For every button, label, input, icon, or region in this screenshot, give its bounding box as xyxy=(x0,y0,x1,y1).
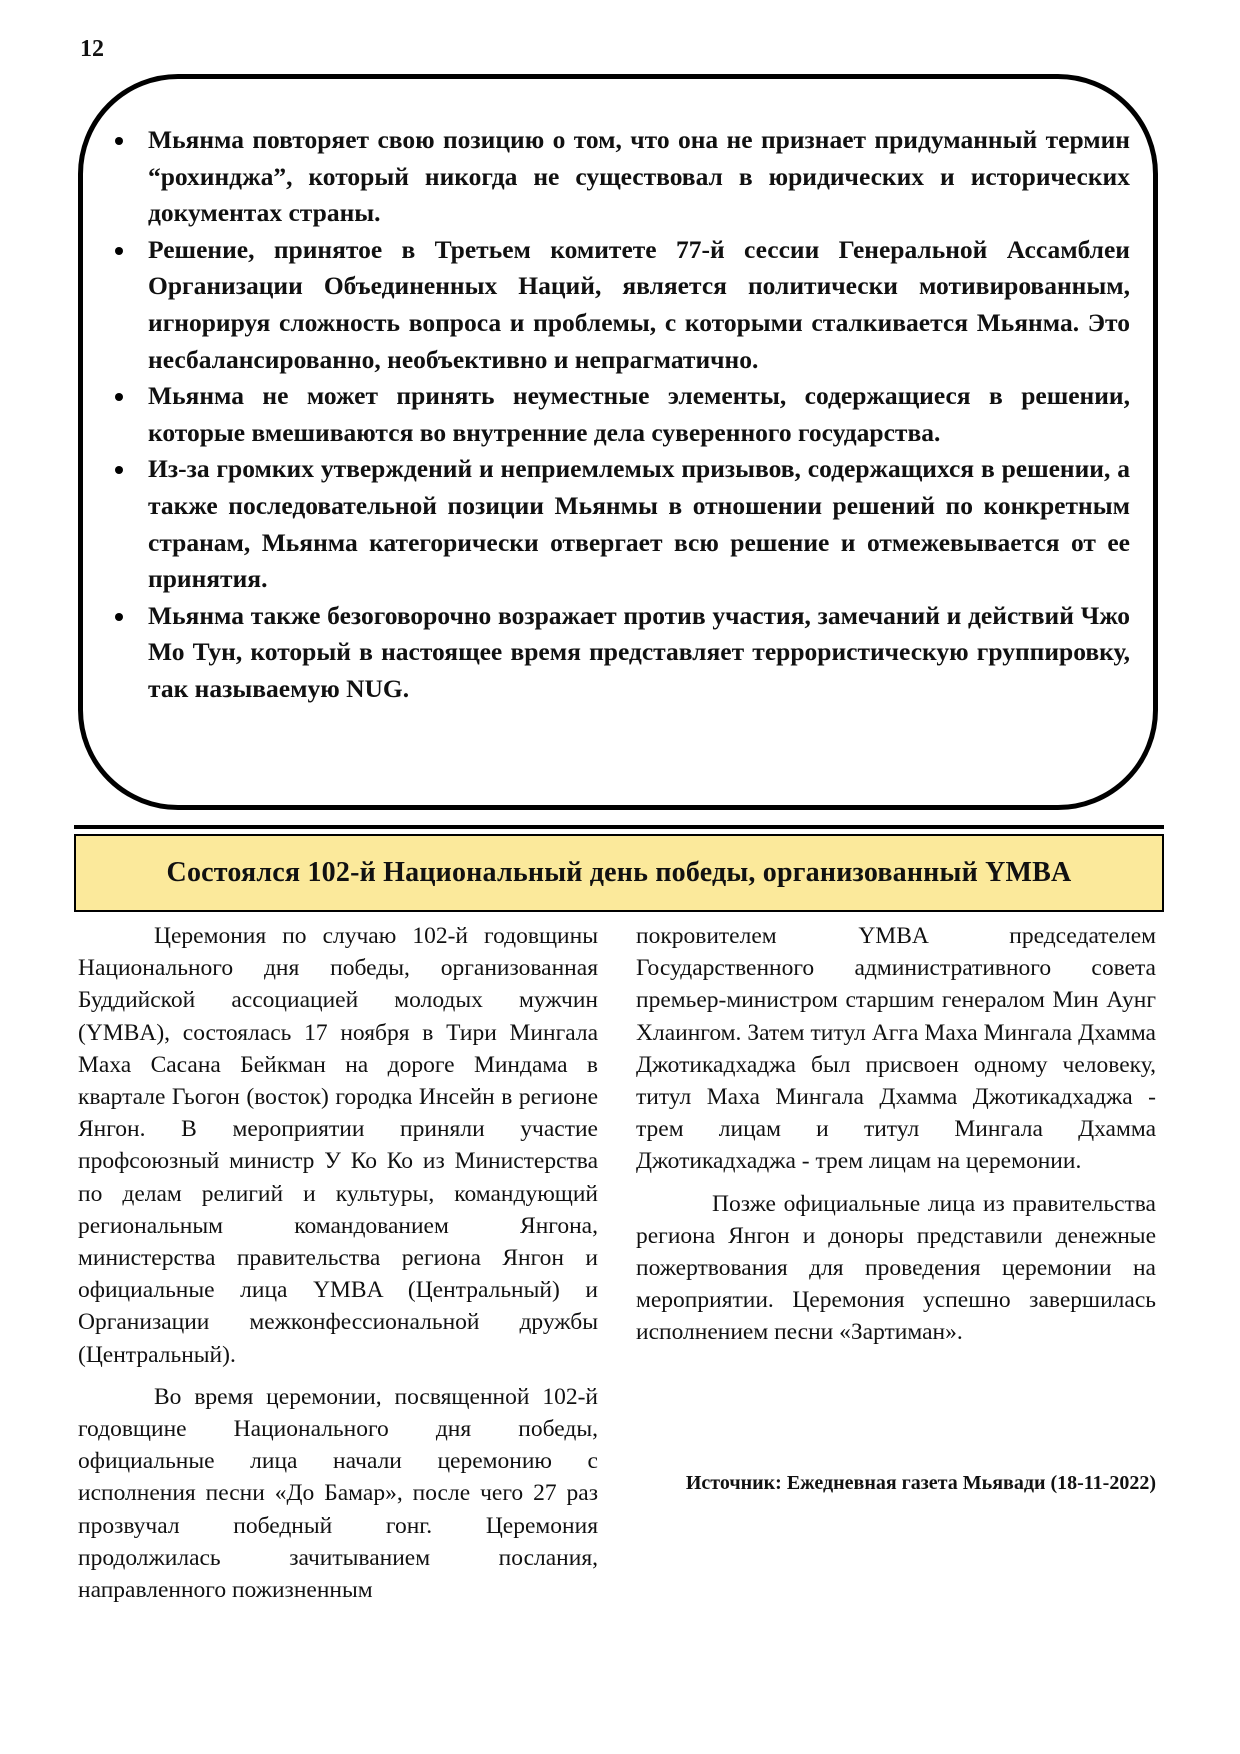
bullet-item-3 xyxy=(148,378,1130,451)
bullet-text: Мьянма также безоговорочно возражает против участия, замечаний и действий Чжо Мо Тун, который в настоящее время представляет террористическую группировку, так называемую NUG. xyxy=(148,600,1130,703)
bullet-text: Решение, принятое в Третьем комитете 77-й сессии Генеральной Ассамблеи Организации Объединенных Наций, является политически мотивированным, игнорируя сложность вопроса и проблемы, с которыми сталкивается Мьянма. Это несбалансированно, необъективно и непрагматично. xyxy=(148,234,1130,374)
bullet-dot-icon xyxy=(115,247,123,255)
article-source: Источник: Ежедневная газета Мьявади (18-11-2022) xyxy=(685,1472,1156,1494)
statement-bullet-list xyxy=(148,122,1130,708)
bullet-item-1 xyxy=(148,122,1130,232)
article-column-right xyxy=(636,920,1156,1359)
bullet-dot-icon xyxy=(115,613,123,621)
section-divider xyxy=(74,825,1164,829)
article-paragraph: Во время церемонии, посвященной 102-й годовщине Национального дня победы, официальные лица начали церемонию с исполнения песни «До Бамар», после чего 27 раз прозвучал победный гонг. Церемония продолжилась зачитыванием послания, направленного пожизненным xyxy=(78,1383,598,1604)
bullet-text: Мьянма повторяет свою позицию о том, что она не признает придуманный термин “рохинджа”, который никогда не существовал в юридических и исторических документах страны. xyxy=(148,125,1130,228)
page-number: 12 xyxy=(80,36,104,62)
article-headline: Состоялся 102-й Национальный день победы, организованный YMBA xyxy=(166,857,1072,888)
article-paragraph: покровителем YMBA председателем Государственного административного совета премьер-министром старшим генералом Мин Аунг Хлаингом. Затем титул Агга Маха Мингала Дхамма Джотикадхаджа был присвоен одному человеку, титул Маха Мингала Дхамма Джотикадхаджа - трем лицам и титул Мингала Дхамма Джотикадхаджа - трем лицам на церемонии. xyxy=(636,923,1156,1175)
bullet-item-2 xyxy=(148,232,1130,378)
bullet-dot-icon xyxy=(115,137,123,145)
bullet-item-4 xyxy=(148,451,1130,597)
article-paragraph: Церемония по случаю 102-й годовщины Национального дня победы, организованная Буддийской ассоциацией молодых мужчин (YMBA), состоялась 17 ноября в Тири Мингала Маха Сасана Бейкман на дороге Миндама в квартале Гьогон (восток) городка Инсейн в регионе Янгон. В мероприятии приняли участие профсоюзный министр У Ко Ко из Министерства по делам религий и культуры, командующий региональным командованием Янгона, министерства правительства региона Янгон и официальные лица YMBA (Центральный) и Организации межконфессиональной дружбы (Центральный). xyxy=(78,923,598,1368)
bullet-text: Из-за громких утверждений и неприемлемых призывов, содержащихся в решении, а также последовательной позиции Мьянмы в отношении решений по конкретным странам, Мьянма категорически отвергает всю решение и отмежевывается от ее принятия. xyxy=(148,454,1130,594)
bullet-text: Мьянма не может принять неуместные элементы, содержащиеся в решении, которые вмешиваются во внутренние дела суверенного государства. xyxy=(148,381,1130,447)
article-column-left xyxy=(78,920,598,1616)
article-headline-box xyxy=(74,834,1164,912)
bullet-item-5 xyxy=(148,598,1130,708)
article-paragraph: Позже официальные лица из правительства региона Янгон и доноры представили денежные пожертвования для проведения церемонии на мероприятии. Церемония успешно завершилась исполнением песни «Зартиман». xyxy=(636,1190,1156,1346)
